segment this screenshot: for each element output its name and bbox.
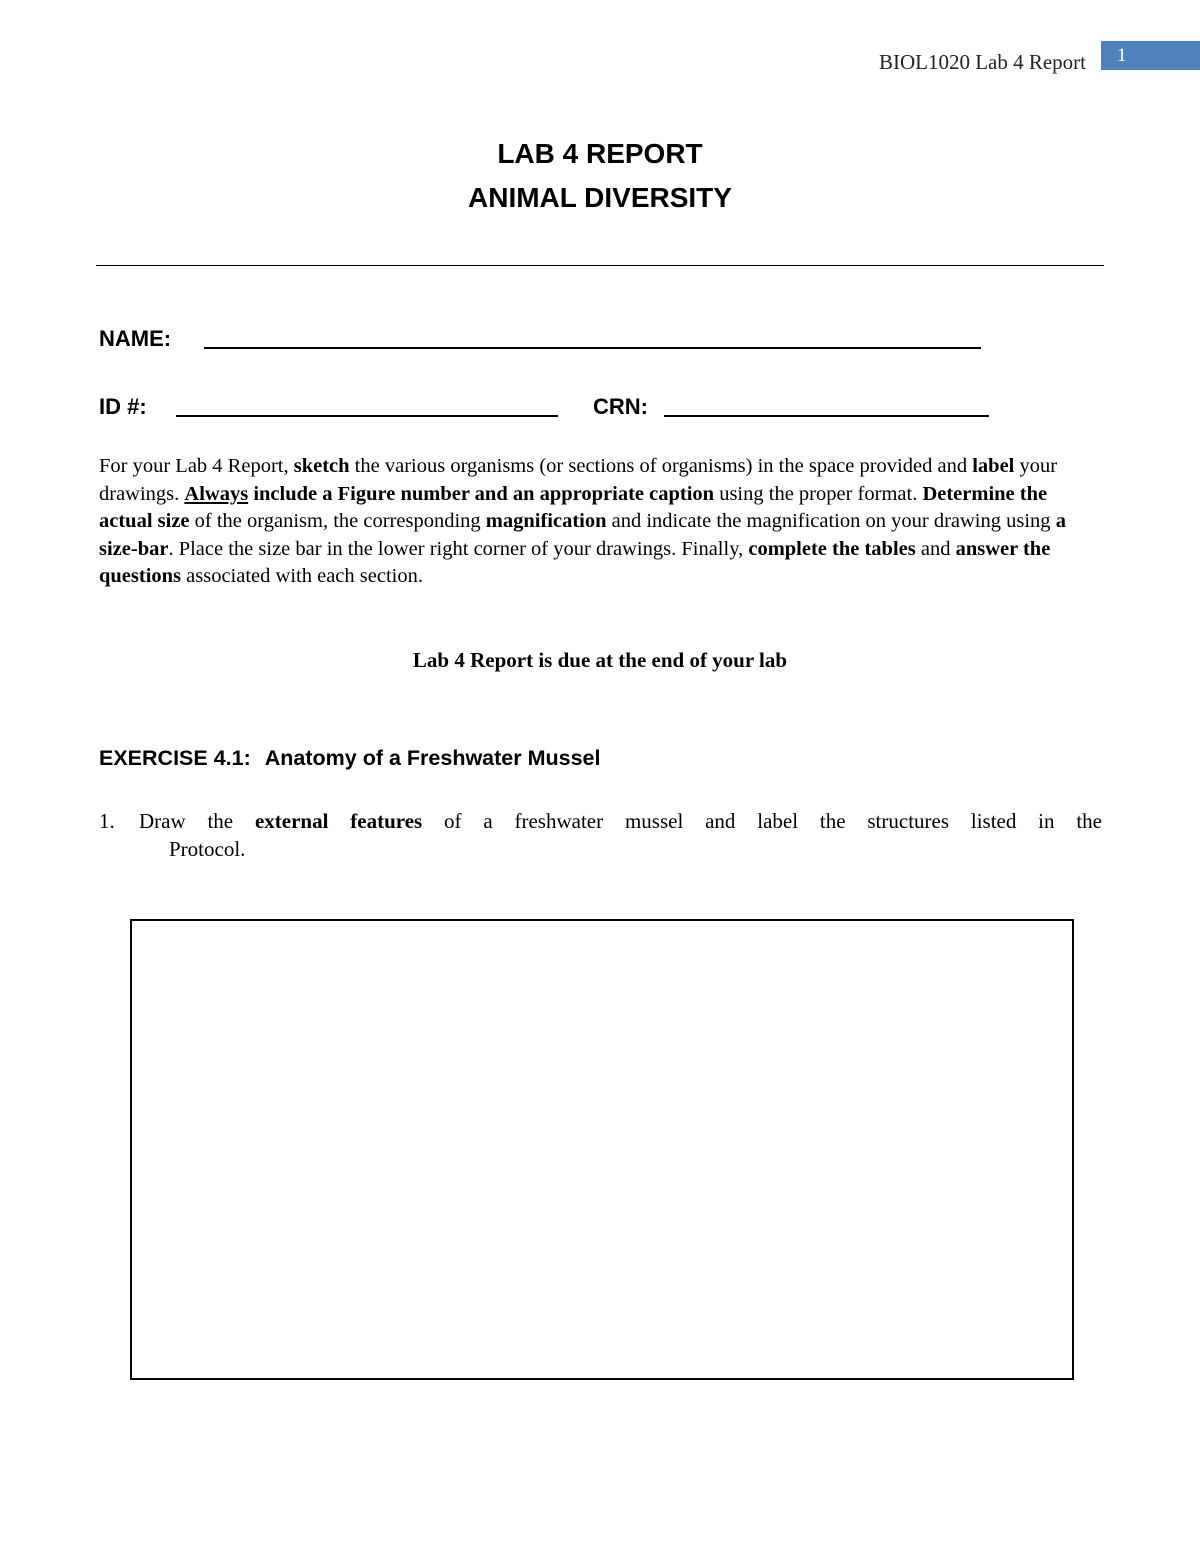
id-label: ID #: xyxy=(99,394,147,419)
due-note: Lab 4 Report is due at the end of your lab xyxy=(412,648,788,672)
report-title: LAB 4 REPORT xyxy=(497,138,703,169)
exercise-number: EXERCISE 4.1: xyxy=(99,746,251,770)
id-field-line[interactable] xyxy=(176,415,558,417)
crn-field-line[interactable] xyxy=(664,415,989,417)
question-number: 1. xyxy=(99,809,115,833)
instructions-paragraph: For your Lab 4 Report, sketch the various organisms (or sections of organisms) in the space provided and label your drawings. Always include a Figure number and an appropriate caption using the proper format. Determine the actual size of the organism, the corresponding magnification and indicate the magnification on your drawing using a size-bar. Place the size bar in the lower right corner of your drawings. Finally, complete the tables and answer the questions associated with each section. xyxy=(99,455,1066,588)
page-number-badge: 1 xyxy=(1101,41,1200,70)
running-header: BIOL1020 Lab 4 Report xyxy=(878,50,1086,74)
name-field-line[interactable] xyxy=(204,347,981,349)
question-1: 1. Draw the external features of a freshwater mussel and label the structures listed in the Protocol. xyxy=(99,809,1103,861)
exercise-title: Anatomy of a Freshwater Mussel xyxy=(264,746,601,770)
name-label: NAME: xyxy=(99,326,172,351)
title-divider xyxy=(96,265,1104,266)
crn-label: CRN: xyxy=(593,394,648,419)
exercise-heading xyxy=(99,746,600,771)
drawing-area-box[interactable] xyxy=(130,919,1074,1380)
report-subtitle: ANIMAL DIVERSITY xyxy=(468,182,732,213)
